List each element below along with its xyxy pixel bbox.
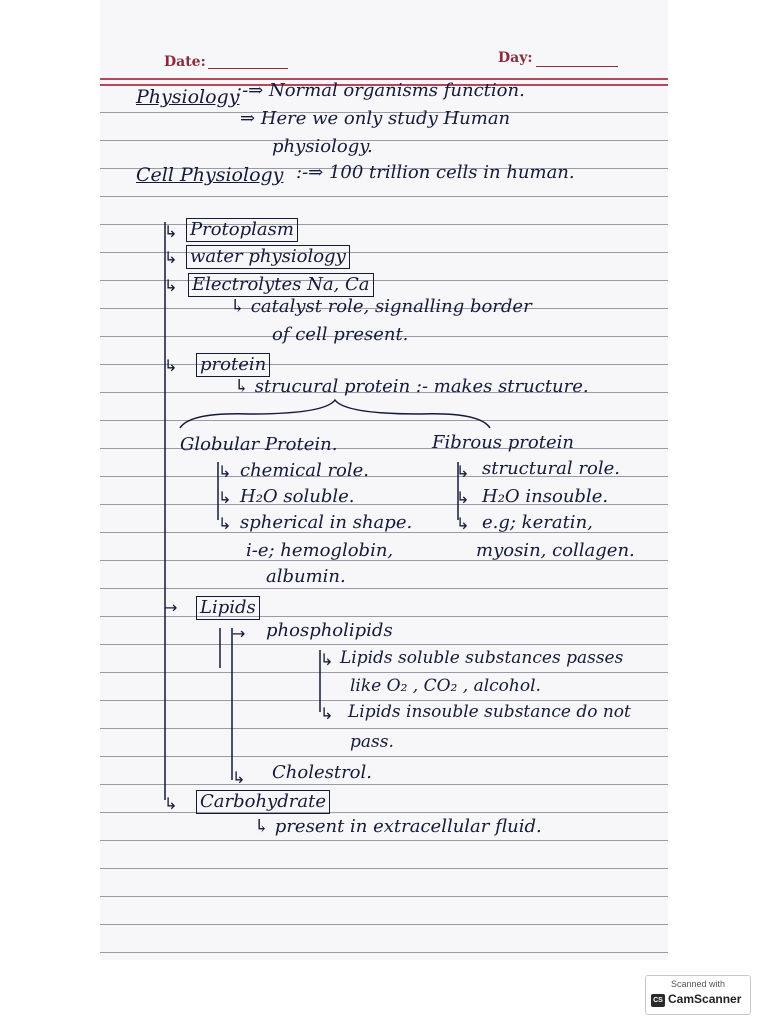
carbohydrate-box: Carbohydrate — [196, 790, 330, 814]
branch-arrow-icon: → — [232, 624, 246, 643]
physiology-def-1: :-⇒ Normal organisms function. — [236, 80, 525, 101]
branch-arrow-icon: ↳ — [164, 248, 178, 267]
globular-title: Globular Protein. — [180, 434, 338, 455]
branch-arrow-icon: ↳ — [218, 514, 232, 533]
camscanner-badge — [645, 975, 751, 1015]
branch-arrow-icon: ↳ — [320, 704, 334, 723]
physiology-def-3: physiology. — [272, 136, 373, 157]
date-label: Date: — [164, 54, 206, 70]
physiology-term: Physiology — [136, 86, 240, 108]
globular-example-2: albumin. — [266, 566, 346, 587]
branch-arrow-icon: ↳ — [164, 222, 178, 241]
branch-arrow-icon: ↳ — [218, 488, 232, 507]
protein-box: protein — [196, 353, 270, 377]
fibrous-item-3: e.g; keratin, — [482, 512, 593, 533]
branch-arrow-icon: ↳ — [320, 650, 334, 669]
globular-item-2: H₂O soluble. — [240, 486, 355, 507]
branch-arrow-icon: ↳ — [456, 514, 470, 533]
branch-arrow-icon: ↳ — [232, 768, 246, 787]
lipids-note-2: like O₂ , CO₂ , alcohol. — [350, 676, 541, 696]
cell-physiology-def: :-⇒ 100 trillion cells in human. — [296, 162, 575, 183]
electrolytes-note-2: of cell present. — [272, 324, 409, 345]
branch-arrow-icon: ↳ — [218, 462, 232, 481]
notebook-page — [100, 0, 668, 960]
lipids-note-1: Lipids soluble substances passes — [340, 648, 624, 668]
fibrous-item-1: structural role. — [482, 458, 620, 479]
fibrous-item-2: H₂O insouble. — [482, 486, 609, 507]
branch-arrow-icon: → — [164, 598, 178, 617]
protoplasm-box: Protoplasm — [186, 218, 298, 242]
camscanner-name: CamScanner — [668, 992, 742, 1006]
electrolytes-box: Electrolytes Na, Ca — [188, 273, 374, 297]
day-label: Day: — [498, 50, 533, 66]
lipids-box: Lipids — [196, 596, 260, 620]
lipids-note-4: pass. — [350, 732, 394, 752]
branch-arrow-icon: ↳ — [164, 356, 178, 375]
branch-arrow-icon: ↳ — [164, 794, 178, 813]
water-physiology-box: water physiology — [186, 245, 350, 269]
lipids-note-3: Lipids insouble substance do not — [348, 702, 631, 722]
cell-physiology-term: Cell Physiology — [136, 164, 284, 186]
fibrous-example-2: myosin, collagen. — [476, 540, 635, 561]
globular-item-1: chemical role. — [240, 460, 370, 481]
camscanner-logo-icon: CS — [651, 994, 665, 1007]
branch-arrow-icon: ↳ — [456, 462, 470, 481]
branch-arrow-icon: ↳ — [164, 276, 178, 295]
structural-protein-note: ↳ strucural protein :- makes structure. — [234, 376, 589, 397]
branch-arrow-icon: ↳ — [456, 488, 470, 507]
phospholipids-label: phospholipids — [266, 620, 393, 641]
globular-item-3: spherical in shape. — [240, 512, 413, 533]
scanned-with-text: Scanned with — [670, 979, 726, 989]
cholestrol-label: Cholestrol. — [272, 762, 373, 783]
globular-example-1: i-e; hemoglobin, — [246, 540, 394, 561]
fibrous-title: Fibrous protein — [432, 432, 574, 453]
physiology-def-2: ⇒ Here we only study Human — [240, 108, 511, 129]
electrolytes-note-1: ↳ catalyst role, signalling border — [230, 296, 532, 317]
carbohydrate-note: ↳ present in extracellular fluid. — [254, 816, 542, 837]
